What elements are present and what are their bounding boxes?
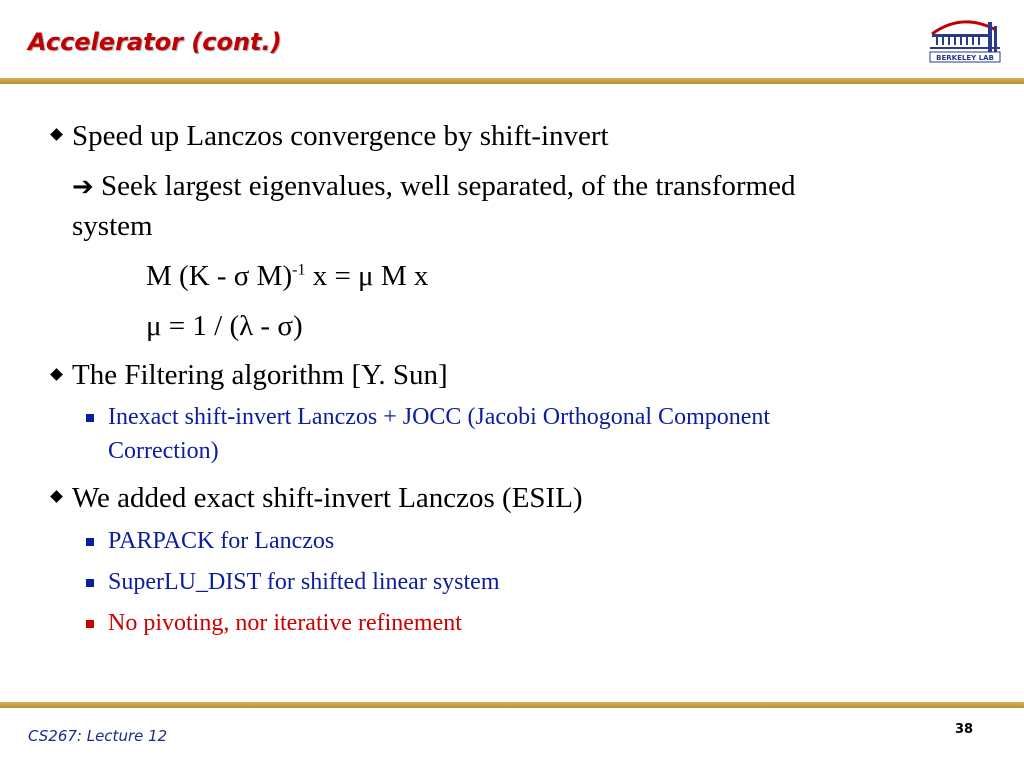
footer-rule: [0, 702, 1024, 708]
bullet-2-sub-line1: Inexact shift-invert Lanczos + JOCC (Jacobi Orthogonal Component: [108, 404, 771, 430]
square-bullet-icon: [86, 620, 94, 628]
page-number: 38: [955, 722, 974, 737]
equation-1-exponent: -1: [292, 261, 306, 279]
right-arrow-icon: ➔: [72, 172, 94, 202]
slide-title: Accelerator (cont.): [28, 28, 282, 56]
bullet-2-sub-line2: Correction): [108, 438, 219, 464]
diamond-bullet-icon: [50, 368, 63, 381]
bullet-1-sub: [72, 170, 795, 203]
bullet-1-sub-line2: system: [72, 210, 153, 242]
bullet-1-sub-line1: Seek largest eigenvalues, well separated, of the transformed: [101, 170, 796, 202]
diamond-bullet-icon: [50, 128, 63, 141]
bullet-3-sub-3: No pivoting, nor iterative refinement: [108, 610, 462, 636]
bullet-2: The Filtering algorithm [Y. Sun]: [72, 359, 448, 391]
bullet-3-sub-2: SuperLU_DIST for shifted linear system: [108, 569, 500, 595]
equation-1: [146, 260, 428, 293]
logo-text: BERKELEY LAB: [936, 54, 994, 62]
square-bullet-icon: [86, 538, 94, 546]
equation-1-left: M (K - σ M): [146, 260, 293, 292]
bullet-1: Speed up Lanczos convergence by shift-invert: [72, 120, 609, 152]
square-bullet-icon: [86, 414, 94, 422]
square-bullet-icon: [86, 579, 94, 587]
equation-1-right: x = μ M x: [305, 260, 429, 292]
berkeley-lab-logo: [926, 14, 1004, 68]
header-rule: [0, 78, 1024, 84]
diamond-bullet-icon: [50, 490, 63, 503]
footer-course: CS267: Lecture 12: [28, 727, 168, 745]
equation-2: μ = 1 / (λ - σ): [146, 310, 303, 342]
bullet-3: We added exact shift-invert Lanczos (ESIL): [72, 482, 583, 514]
bullet-3-sub-1: PARPACK for Lanczos: [108, 528, 335, 554]
